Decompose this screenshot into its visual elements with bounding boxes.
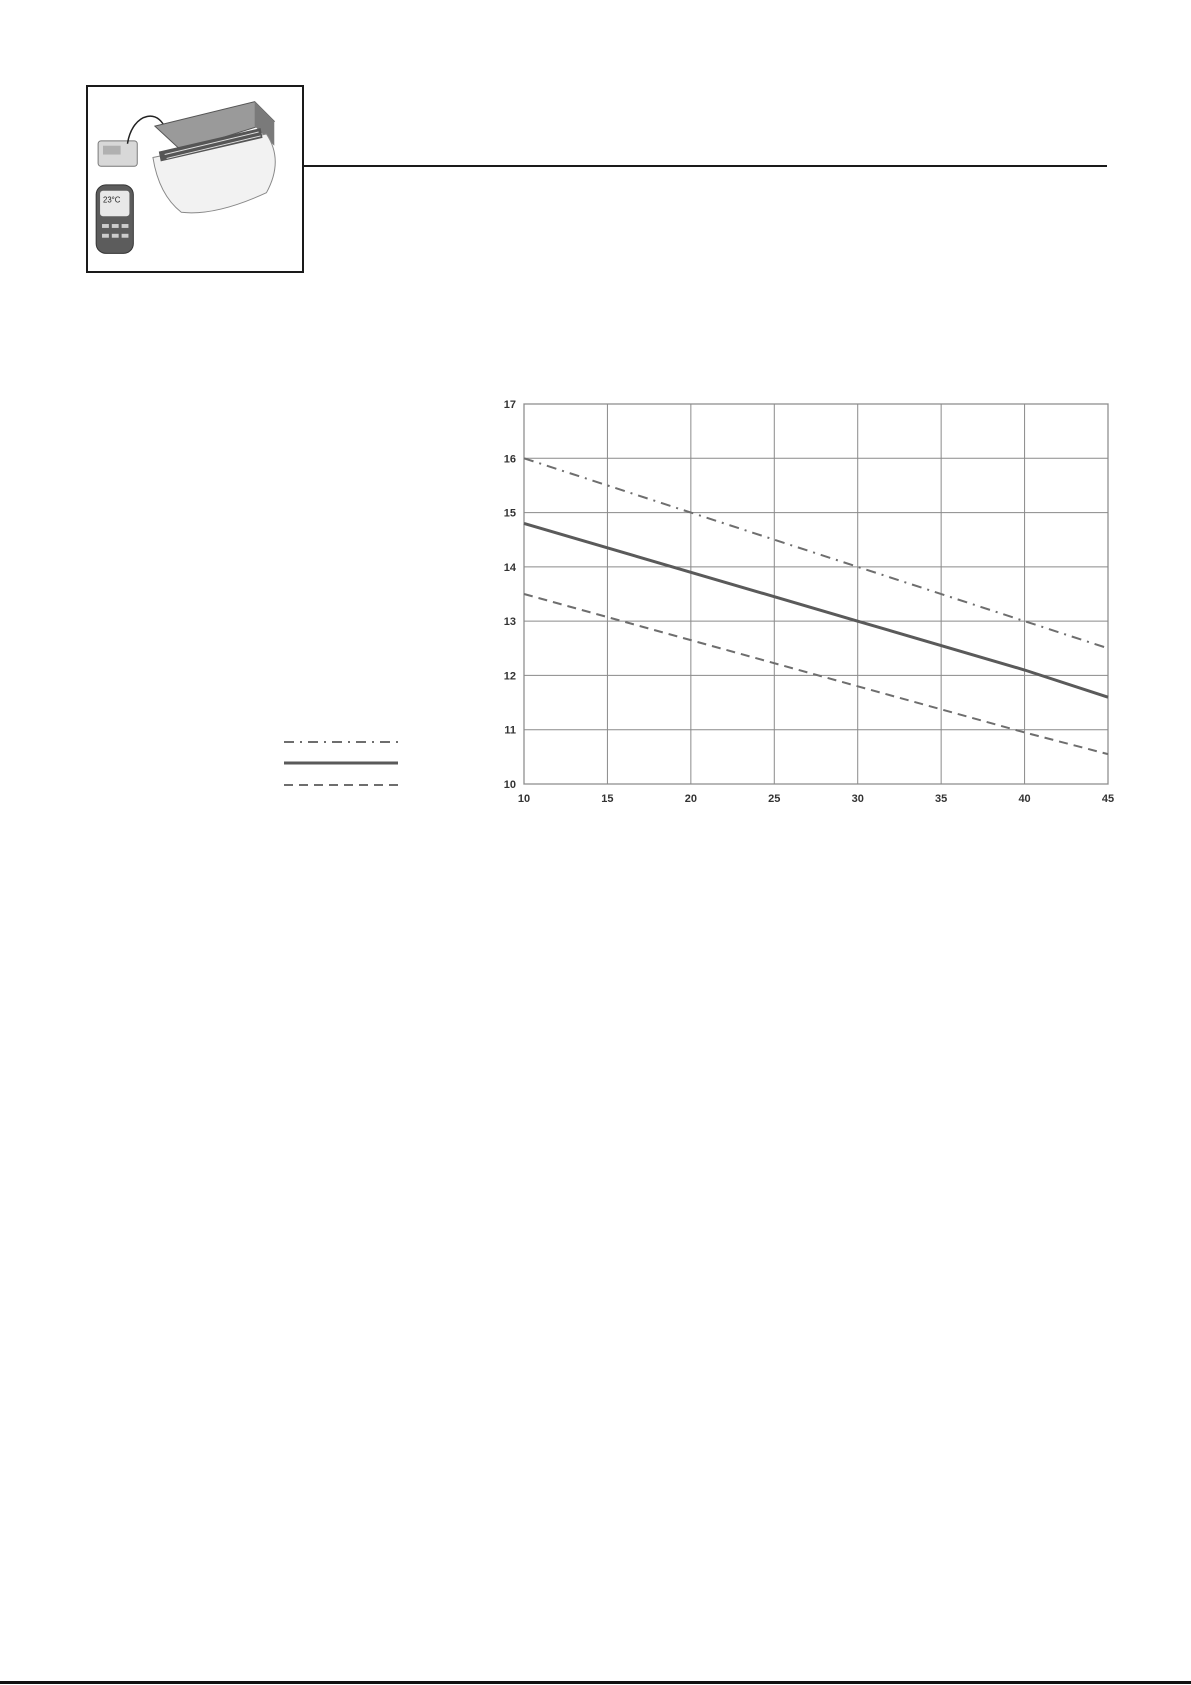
product-image-frame: [86, 85, 304, 273]
footer-rule: [0, 1681, 1191, 1684]
remote-temp-display: 23°C: [103, 195, 121, 205]
chart-legend: [282, 733, 402, 793]
x-tick-label: 25: [768, 793, 781, 805]
plot-area: [524, 404, 1108, 784]
wall-controller-screen: [103, 146, 121, 155]
air-conditioner-illustration: [88, 87, 302, 271]
line-chart: [480, 392, 1120, 818]
x-tick-label: 35: [935, 793, 948, 805]
x-tick-label: 45: [1101, 793, 1115, 805]
header-rule: [304, 165, 1107, 167]
y-tick-label: 10: [503, 779, 516, 791]
y-tick-label: 14: [503, 561, 516, 574]
y-tick-label: 15: [503, 507, 516, 520]
x-tick-label: 15: [601, 793, 614, 805]
y-tick-label: 17: [503, 399, 516, 411]
chart: [480, 392, 1120, 818]
x-tick-label: 30: [851, 793, 864, 805]
x-tick-label: 20: [684, 793, 697, 805]
y-tick-label: 11: [504, 724, 516, 737]
y-tick-label: 16: [503, 453, 516, 466]
y-tick-label: 12: [503, 670, 516, 683]
x-tick-label: 40: [1018, 793, 1031, 805]
x-tick-label: 10: [517, 793, 531, 805]
y-tick-label: 13: [503, 616, 516, 629]
